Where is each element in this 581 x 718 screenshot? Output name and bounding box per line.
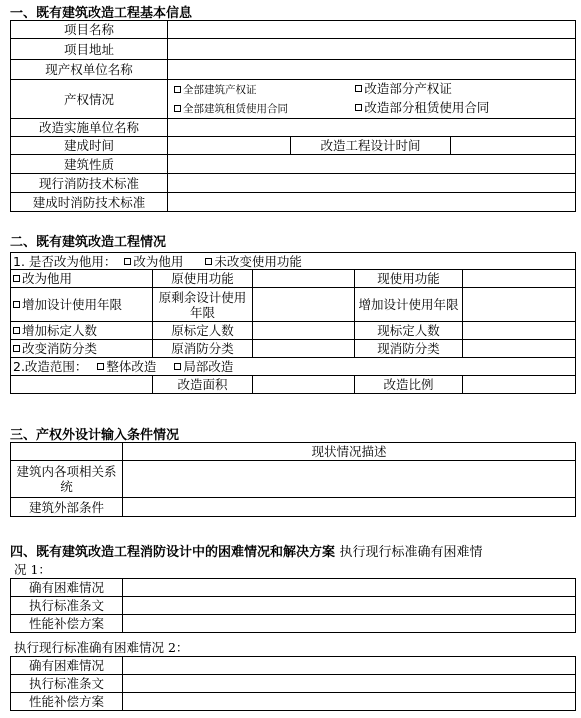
field-case1-clause[interactable] <box>123 597 576 615</box>
label-orig-occupancy: 原标定人数 <box>153 322 253 340</box>
field-case1-compensation[interactable] <box>123 615 576 633</box>
label-built-time: 建成时间 <box>11 137 168 155</box>
label-owner-unit: 现产权单位名称 <box>11 60 168 80</box>
label-outer-conditions: 建筑外部条件 <box>11 498 123 517</box>
label-case1-clause: 执行标准条文 <box>11 597 123 615</box>
section-4-heading: 四、既有建筑改造工程消防设计中的困难情况和解决方案 执行现行标准确有困难情 <box>10 545 483 560</box>
field-orig-occupancy[interactable] <box>253 322 355 340</box>
option-row-change-use[interactable]: 改为他用 <box>11 270 153 288</box>
checkbox-icon <box>13 301 20 308</box>
row-scope-question: 2.改造范围： 整体改造 局部改造 <box>11 358 576 376</box>
option-row-change-class[interactable]: 改变消防分类 <box>11 340 153 358</box>
field-case2-clause[interactable] <box>123 675 576 693</box>
option-row-add-years[interactable]: 增加设计使用年限 <box>11 288 153 322</box>
field-impl-unit[interactable] <box>168 119 576 137</box>
label-built-standard: 建成时消防技术标准 <box>11 193 168 212</box>
label-curr-class: 现消防分类 <box>355 340 463 358</box>
checkbox-icon <box>174 363 181 370</box>
checkbox-icon <box>355 85 362 92</box>
field-area[interactable] <box>253 376 355 394</box>
property-options <box>168 80 576 119</box>
field-case2-difficulty[interactable] <box>123 657 576 675</box>
field-project-address[interactable] <box>168 39 576 60</box>
renovation-table <box>10 252 576 394</box>
label-orig-remaining: 原剩余设计使用年限 <box>153 288 253 322</box>
row-change-use-question: 1. 是否改为他用： 改为他用 未改变使用功能 <box>11 253 576 270</box>
field-curr-occupancy[interactable] <box>463 322 576 340</box>
field-case2-compensation[interactable] <box>123 693 576 711</box>
checkbox-icon <box>124 258 131 265</box>
field-curr-function[interactable] <box>463 270 576 288</box>
field-orig-remaining[interactable] <box>253 288 355 322</box>
label-project-name: 项目名称 <box>11 21 168 39</box>
option-part-property[interactable]: 改造部分产权证 <box>355 80 452 98</box>
field-building-nature[interactable] <box>168 155 576 174</box>
field-project-name[interactable] <box>168 21 576 39</box>
checkbox-icon <box>13 345 20 352</box>
label-inner-system: 建筑内各项相关系统 <box>11 461 123 498</box>
label-case2-clause: 执行标准条文 <box>11 675 123 693</box>
label-project-address: 项目地址 <box>11 39 168 60</box>
option-no-change[interactable]: 未改变使用功能 <box>205 254 302 269</box>
checkbox-icon <box>174 86 181 93</box>
option-row-add-occupancy[interactable]: 增加标定人数 <box>11 322 153 340</box>
label-case2-difficulty: 确有困难情况 <box>11 657 123 675</box>
label-building-nature: 建筑性质 <box>11 155 168 174</box>
field-case1-difficulty[interactable] <box>123 579 576 597</box>
label-curr-occupancy: 现标定人数 <box>355 322 463 340</box>
field-owner-unit[interactable] <box>168 60 576 80</box>
label-case1-difficulty: 确有困难情况 <box>11 579 123 597</box>
option-full-property[interactable]: 全部建筑产权证 <box>174 81 352 99</box>
case2-label: 执行现行标准确有困难情况 2： <box>14 640 189 655</box>
field-design-time[interactable] <box>451 137 576 155</box>
field-outer-conditions[interactable] <box>123 498 576 517</box>
section-4-heading-tail: 执行现行标准确有困难情 <box>339 545 483 560</box>
option-partial[interactable]: 局部改造 <box>174 359 233 374</box>
section-3-heading: 三、产权外设计输入条件情况 <box>10 428 180 443</box>
field-current-standard[interactable] <box>168 174 576 193</box>
basic-info-table <box>10 20 576 212</box>
option-change-use[interactable]: 改为他用 <box>124 254 183 269</box>
label-impl-unit: 改造实施单位名称 <box>11 119 168 137</box>
option-part-lease[interactable]: 改造部分租赁使用合同 <box>355 99 489 117</box>
label-property-status: 产权情况 <box>11 80 168 119</box>
section-1-heading: 一、既有建筑改造工程基本信息 <box>10 6 193 21</box>
field-add-years[interactable] <box>463 288 576 322</box>
case1-table <box>10 578 576 633</box>
field-ratio[interactable] <box>463 376 576 394</box>
option-full-lease[interactable]: 全部建筑租赁使用合同 <box>174 100 352 118</box>
field-orig-class[interactable] <box>253 340 355 358</box>
checkbox-icon <box>205 258 212 265</box>
checkbox-icon <box>13 327 20 334</box>
label-case2-compensation: 性能补偿方案 <box>11 693 123 711</box>
label-current-standard: 现行消防技术标准 <box>11 174 168 193</box>
field-built-time[interactable] <box>168 137 291 155</box>
field-built-standard[interactable] <box>168 193 576 212</box>
checkbox-icon <box>174 105 181 112</box>
header-desc: 现状情况描述 <box>123 443 576 461</box>
section-2-heading: 二、既有建筑改造工程情况 <box>10 235 167 250</box>
field-curr-class[interactable] <box>463 340 576 358</box>
label-ratio: 改造比例 <box>355 376 463 394</box>
case2-table <box>10 656 576 711</box>
checkbox-icon <box>13 275 20 282</box>
label-orig-function: 原使用功能 <box>153 270 253 288</box>
external-conditions-table <box>10 442 576 517</box>
label-area: 改造面积 <box>153 376 253 394</box>
field-inner-system[interactable] <box>123 461 576 498</box>
label-case1-compensation: 性能补偿方案 <box>11 615 123 633</box>
label-orig-class: 原消防分类 <box>153 340 253 358</box>
checkbox-icon <box>355 104 362 111</box>
case1-label: 况 1： <box>14 562 51 577</box>
label-design-time: 改造工程设计时间 <box>291 137 451 155</box>
label-add-years: 增加设计使用年限 <box>355 288 463 322</box>
field-orig-function[interactable] <box>253 270 355 288</box>
option-whole[interactable]: 整体改造 <box>97 359 156 374</box>
checkbox-icon <box>97 363 104 370</box>
label-curr-function: 现使用功能 <box>355 270 463 288</box>
